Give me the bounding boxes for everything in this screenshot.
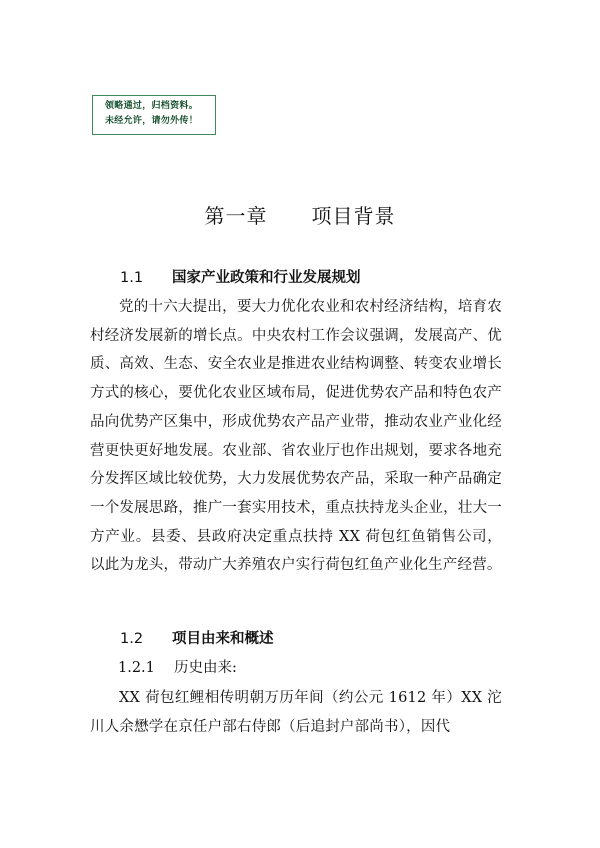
subsection-heading-1-2-1 — [118, 656, 237, 677]
confidential-notice-stamp — [92, 95, 216, 135]
section-title: 项目由来和概述 — [172, 631, 274, 647]
notice-line-1: 领略通过，归档资料。 — [105, 101, 199, 111]
section-heading-1-2 — [120, 627, 274, 648]
body-paragraph-1: 党的十六大提出，要大力优化农业和农村经济结构，培育农村经济发展新的增长点。中央农村工作会议强调，发展高产、优质、高效、生态、安全农业是推进农业结构调整、转变农业增长方式的核心，要优化农业区域布局，促进优势农产品和特色农产品向优势产区集中，形成优势农产品产业带，推动农业产业化经营更快更好地发展。农业部、省农业厅也作出规划，要求各地充分发挥区域比较优势，大力发展优势农产品，采取一种产品确定一个发展思路，推广一套实用技术，重点扶持龙头企业，壮大一方产业。县委、县政府决定重点扶持 XX 荷包红鱼销售公司，以此为龙头，带动广大养殖农户实行荷包红鱼产业化生产经营。 — [90, 299, 502, 574]
subsection-number: 1.2.1 — [118, 660, 155, 676]
body-paragraph-2: XX 荷包红鲤相传明朝万历年间（约公元 1612 年）XX 沱川人余懋学在京任户部右侍郎（后追封户部尚书），因代 — [90, 690, 502, 735]
section-number: 1.1 — [120, 270, 144, 286]
chapter-number: 第一章 — [204, 204, 268, 228]
section-title: 国家产业政策和行业发展规划 — [172, 270, 361, 286]
chapter-heading — [0, 200, 600, 229]
section-heading-1-1 — [120, 266, 361, 287]
chapter-title: 项目背景 — [311, 204, 396, 228]
subsection-title: 历史由来: — [174, 660, 237, 676]
notice-line-2: 未经允许，请勿外传！ — [105, 116, 199, 126]
section-number: 1.2 — [120, 631, 144, 647]
